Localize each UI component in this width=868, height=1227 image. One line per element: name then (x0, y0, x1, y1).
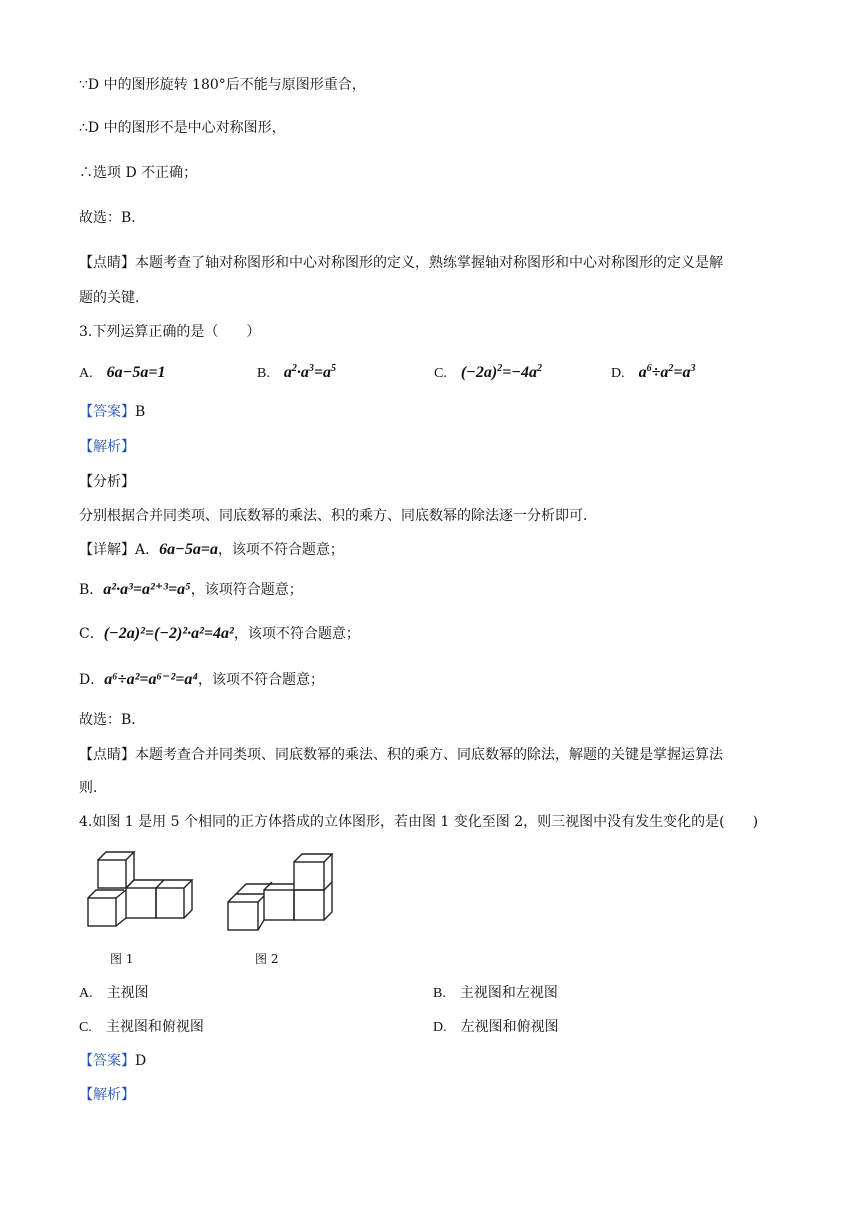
q4-analysis-tag: 【解析】 (79, 1087, 135, 1103)
option-expr: 6a−5a=1 (106, 364, 166, 381)
q4-option-d (433, 1017, 559, 1038)
dianjing-text: 本题考查了轴对称图形和中心对称图形的定义，熟练掌握轴对称图形和中心对称图形的定义是解 (135, 255, 723, 271)
detail-prefix: B． (79, 582, 104, 598)
detail-prefix: C． (79, 626, 104, 642)
q3-detail-c (79, 624, 360, 644)
q3-dianjing (79, 745, 723, 765)
q4-option-b (433, 983, 558, 1004)
q3-dianjing-cont: 则． (79, 780, 107, 796)
detail-suffix: ，该项不符合题意； (197, 672, 324, 688)
figure-1-caption: 图 1 (110, 952, 134, 966)
figure-2-caption: 图 2 (255, 952, 279, 966)
text-line: ∴选项 D 不正确； (79, 165, 198, 181)
option-text: 主视图 (106, 985, 149, 1001)
option-expr: $a^2\cdot a^3=a^5$ (283, 363, 336, 381)
option-label: D. (433, 1020, 447, 1035)
q3-fenxi: 分别根据合并同类项、同底数幂的乘法、积的乘方、同底数幂的除法逐一分析即可． (79, 508, 597, 524)
dianjing-tag: 【点睛】 (79, 255, 135, 271)
dianjing-text: 本题考查合并同类项、同底数幂的乘法、积的乘方、同底数幂的除法，解题的关键是掌握运算法 (135, 747, 723, 763)
q3-conclusion: 故选：B． (79, 712, 146, 728)
text-line (79, 253, 723, 273)
answer-tag: 【答案】 (79, 404, 135, 420)
text-line: 故选：B． (79, 210, 146, 226)
q3-option-a (79, 363, 165, 384)
answer-tag: 【答案】 (79, 1053, 135, 1069)
text-line: ∴D 中的图形不是中心对称图形， (79, 120, 286, 136)
question-3-stem: 3.下列运算正确的是（ ） (79, 324, 261, 340)
option-label: C. (434, 366, 447, 381)
figure-2-cubes (224, 852, 336, 934)
text-line: ∵D 中的图形旋转 180°后不能与原图形重合， (79, 77, 366, 93)
q3-option-c (434, 363, 542, 384)
figure-1-cubes (84, 848, 196, 934)
detail-prefix: D． (79, 672, 105, 688)
option-label: A. (79, 986, 93, 1001)
q3-analysis-tag: 【解析】 (79, 439, 135, 455)
detail-expr: a²·a³=a²⁺³=a⁵ (103, 581, 191, 598)
option-text: 左视图和俯视图 (460, 1019, 559, 1035)
q4-option-a (79, 983, 149, 1004)
dianjing-tag: 【点睛】 (79, 747, 135, 763)
option-text: 主视图和俯视图 (105, 1019, 204, 1035)
answer-value: D (135, 1053, 147, 1069)
detail-suffix: ，该项不符合题意； (233, 626, 360, 642)
option-label: B. (257, 366, 270, 381)
text-line: 题的关键． (79, 290, 149, 306)
detail-expr: a⁶÷a²=a⁶⁻²=a⁴ (104, 671, 198, 688)
option-expr: $a^6\div a^2=a^3$ (638, 363, 696, 381)
q4-answer (79, 1051, 146, 1071)
question-4-stem: 4.如图 1 是用 5 个相同的正方体搭成的立体图形，若由图 1 变化至图 2，则三视图中没有发生变化的是( ) (79, 814, 759, 830)
q3-detail-b (79, 580, 303, 600)
option-expr: $(-2a)^2=-4a^2$ (460, 363, 543, 381)
option-label: D. (611, 366, 625, 381)
q3-detail-d (79, 670, 324, 690)
option-label: A. (79, 366, 93, 381)
q4-option-c (79, 1017, 204, 1038)
option-label: C. (79, 1020, 92, 1035)
detail-suffix: ，该项符合题意； (190, 582, 303, 598)
detail-expr: 6a−5a=a (159, 541, 218, 558)
q3-option-d (611, 363, 696, 384)
option-label: B. (433, 986, 446, 1001)
detail-prefix: A． (135, 542, 160, 558)
detail-tag: 【详解】 (79, 542, 135, 558)
detail-suffix: ，该项不符合题意； (217, 542, 344, 558)
detail-expr: (−2a)²=(−2)²·a²=4a² (103, 625, 234, 642)
q3-detail-a (79, 540, 344, 560)
q3-fenxi-tag: 【分析】 (79, 474, 135, 490)
option-text: 主视图和左视图 (459, 985, 558, 1001)
q3-option-b (257, 363, 336, 384)
answer-value: B (135, 404, 146, 420)
q3-answer (79, 402, 145, 422)
